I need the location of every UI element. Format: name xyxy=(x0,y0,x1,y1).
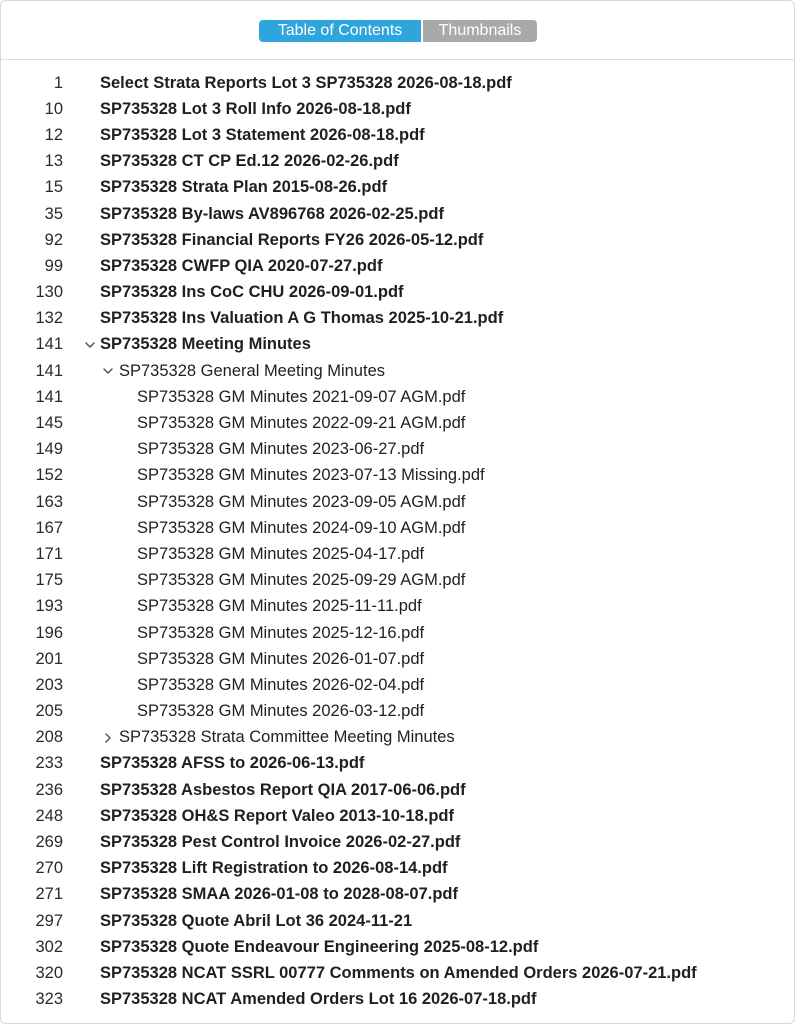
toc-page-number: 233 xyxy=(35,754,63,773)
toc-page-number: 141 xyxy=(35,361,63,380)
tab-thumbnails[interactable]: Thumbnails xyxy=(423,20,537,42)
toc-entry-title[interactable]: SP735328 GM Minutes 2026-03-12.pdf xyxy=(137,702,425,721)
toc-row[interactable] xyxy=(1,227,794,253)
toc-entry-title[interactable]: SP735328 Meeting Minutes xyxy=(100,335,311,354)
toc-entry-title[interactable]: SP735328 Pest Control Invoice 2026-02-27.pdf xyxy=(100,833,461,852)
toc-page-number: 35 xyxy=(44,204,63,223)
toc-page-number: 193 xyxy=(35,597,63,616)
toc-row[interactable] xyxy=(1,253,794,279)
toc-row[interactable] xyxy=(1,515,794,541)
toc-entry-title[interactable]: SP735328 GM Minutes 2023-07-13 Missing.pdf xyxy=(137,466,485,485)
toc-entry-title[interactable]: SP735328 GM Minutes 2022-09-21 AGM.pdf xyxy=(137,414,466,433)
toc-entry-title[interactable]: SP735328 Lot 3 Statement 2026-08-18.pdf xyxy=(100,125,425,144)
toc-page-number: 149 xyxy=(35,440,63,459)
toc-entry-title[interactable]: SP735328 Ins Valuation A G Thomas 2025-10-21.pdf xyxy=(100,309,504,328)
toc-entry-title[interactable]: SP735328 Quote Endeavour Engineering 2025-08-12.pdf xyxy=(100,937,539,956)
toc-page-number: 145 xyxy=(35,414,63,433)
toc-row[interactable] xyxy=(1,175,794,201)
toc-row[interactable] xyxy=(1,358,794,384)
toc-page-number: 203 xyxy=(35,675,63,694)
toc-entry-title[interactable]: SP735328 GM Minutes 2026-02-04.pdf xyxy=(137,675,425,694)
toc-page-number: 205 xyxy=(35,702,63,721)
toc-page-number: 141 xyxy=(35,335,63,354)
toc-row[interactable] xyxy=(1,908,794,934)
toc-page-number: 236 xyxy=(35,780,63,799)
disclosure-chevron-right-icon[interactable] xyxy=(101,731,115,745)
toc-page-number: 12 xyxy=(44,125,63,144)
toc-entry-title[interactable]: SP735328 General Meeting Minutes xyxy=(119,361,385,380)
toc-page-number: 208 xyxy=(35,728,63,747)
toc-page-number: 297 xyxy=(35,911,63,930)
toc-row[interactable] xyxy=(1,568,794,594)
toc-row[interactable] xyxy=(1,96,794,122)
toc-entry-title[interactable]: SP735328 SMAA 2026-01-08 to 2028-08-07.pdf xyxy=(100,885,458,904)
toc-entry-title[interactable]: SP735328 GM Minutes 2023-06-27.pdf xyxy=(137,440,425,459)
toc-entry-title[interactable]: Select Strata Reports Lot 3 SP735328 2026-08-18.pdf xyxy=(100,73,512,92)
toc-page-number: 141 xyxy=(35,387,63,406)
toc-entry-title[interactable]: SP735328 Strata Committee Meeting Minutes xyxy=(119,728,455,747)
toc-row[interactable] xyxy=(1,987,794,1013)
toc-row[interactable] xyxy=(1,725,794,751)
toc-entry-title[interactable]: SP735328 GM Minutes 2026-01-07.pdf xyxy=(137,649,425,668)
toc-row[interactable] xyxy=(1,384,794,410)
toc-entry-title[interactable]: SP735328 CT CP Ed.12 2026-02-26.pdf xyxy=(100,152,399,171)
toc-row[interactable] xyxy=(1,541,794,567)
toc-row[interactable] xyxy=(1,646,794,672)
toc-entry-title[interactable]: SP735328 AFSS to 2026-06-13.pdf xyxy=(100,754,365,773)
toc-entry-title[interactable]: SP735328 Lift Registration to 2026-08-14.pdf xyxy=(100,859,448,878)
toc-page-number: 269 xyxy=(35,833,63,852)
toc-page-number: 163 xyxy=(35,492,63,511)
toc-row[interactable] xyxy=(1,437,794,463)
toc-outline xyxy=(1,70,794,1013)
toc-entry-title[interactable]: SP735328 NCAT Amended Orders Lot 16 2026-07-18.pdf xyxy=(100,990,537,1009)
toc-page-number: 196 xyxy=(35,623,63,642)
sidebar-toolbar xyxy=(1,1,794,60)
toc-page-number: 175 xyxy=(35,571,63,590)
toc-entry-title[interactable]: SP735328 GM Minutes 2021-09-07 AGM.pdf xyxy=(137,387,466,406)
toc-row[interactable] xyxy=(1,960,794,986)
toc-row[interactable] xyxy=(1,489,794,515)
toc-row[interactable] xyxy=(1,672,794,698)
toc-page-number: 171 xyxy=(35,544,63,563)
toc-page-number: 15 xyxy=(44,178,63,197)
toc-entry-title[interactable]: SP735328 Lot 3 Roll Info 2026-08-18.pdf xyxy=(100,99,411,118)
toc-row[interactable] xyxy=(1,122,794,148)
toc-row[interactable] xyxy=(1,751,794,777)
toc-row[interactable] xyxy=(1,620,794,646)
toc-entry-title[interactable]: SP735328 Quote Abril Lot 36 2024-11-21 xyxy=(100,911,413,930)
toc-row[interactable] xyxy=(1,777,794,803)
tab-table-of-contents[interactable]: Table of Contents xyxy=(259,20,421,42)
toc-page-number: 1 xyxy=(53,73,63,92)
toc-page-number: 248 xyxy=(35,806,63,825)
toc-page-number: 99 xyxy=(44,256,63,275)
toc-row[interactable] xyxy=(1,699,794,725)
toc-entry-title[interactable]: SP735328 By-laws AV896768 2026-02-25.pdf xyxy=(100,204,444,223)
toc-entry-title[interactable]: SP735328 NCAT SSRL 00777 Comments on Amended Orders 2026-07-21.pdf xyxy=(100,963,697,982)
toc-row[interactable] xyxy=(1,856,794,882)
toc-page-number: 270 xyxy=(35,859,63,878)
toc-page-number: 302 xyxy=(35,937,63,956)
toc-row[interactable] xyxy=(1,934,794,960)
toc-row[interactable] xyxy=(1,882,794,908)
toc-page-number: 132 xyxy=(35,309,63,328)
toc-row[interactable] xyxy=(1,149,794,175)
toc-page-number: 130 xyxy=(35,283,63,302)
toc-page-number: 167 xyxy=(35,518,63,537)
toc-entry-title[interactable]: SP735328 GM Minutes 2025-04-17.pdf xyxy=(137,544,425,563)
disclosure-chevron-down-icon[interactable] xyxy=(83,338,97,352)
toc-entry-title[interactable]: SP735328 GM Minutes 2023-09-05 AGM.pdf xyxy=(137,492,466,511)
toc-entry-title[interactable]: SP735328 GM Minutes 2024-09-10 AGM.pdf xyxy=(137,518,466,537)
toc-row[interactable] xyxy=(1,306,794,332)
toc-page-number: 152 xyxy=(35,466,63,485)
toc-row[interactable] xyxy=(1,410,794,436)
toc-row[interactable] xyxy=(1,594,794,620)
toc-entry-title[interactable]: SP735328 CWFP QIA 2020-07-27.pdf xyxy=(100,256,383,275)
toc-row[interactable] xyxy=(1,803,794,829)
toc-page-number: 323 xyxy=(35,990,63,1009)
toc-entry-title[interactable]: SP735328 GM Minutes 2025-12-16.pdf xyxy=(137,623,425,642)
toc-row[interactable] xyxy=(1,829,794,855)
toc-entry-title[interactable]: SP735328 GM Minutes 2025-09-29 AGM.pdf xyxy=(137,571,466,590)
toc-row[interactable] xyxy=(1,463,794,489)
toc-entry-title[interactable]: SP735328 Financial Reports FY26 2026-05-12.pdf xyxy=(100,230,484,249)
toc-entry-title[interactable]: SP735328 Asbestos Report QIA 2017-06-06.pdf xyxy=(100,780,466,799)
toc-entry-title[interactable]: SP735328 Strata Plan 2015-08-26.pdf xyxy=(100,178,388,197)
toc-page-number: 271 xyxy=(35,885,63,904)
disclosure-chevron-down-icon[interactable] xyxy=(101,364,115,378)
toc-page-number: 201 xyxy=(35,649,63,668)
toc-page-number: 92 xyxy=(44,230,63,249)
toc-page-number: 10 xyxy=(44,99,63,118)
toc-row[interactable] xyxy=(1,280,794,306)
toc-entry-title[interactable]: SP735328 OH&S Report Valeo 2013-10-18.pdf xyxy=(100,806,454,825)
toc-row[interactable] xyxy=(1,70,794,96)
view-mode-segmented-control xyxy=(259,20,537,42)
toc-row[interactable] xyxy=(1,332,794,358)
toc-page-number: 320 xyxy=(35,963,63,982)
toc-entry-title[interactable]: SP735328 GM Minutes 2025-11-11.pdf xyxy=(137,597,422,616)
toc-row[interactable] xyxy=(1,201,794,227)
toc-entry-title[interactable]: SP735328 Ins CoC CHU 2026-09-01.pdf xyxy=(100,283,404,302)
toc-page-number: 13 xyxy=(44,152,63,171)
